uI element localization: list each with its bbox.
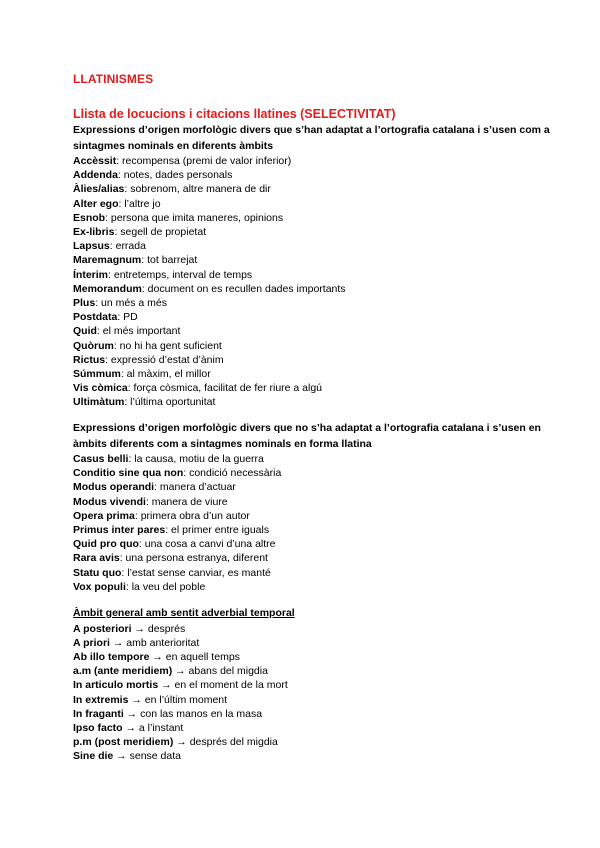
- term-definition: : una persona estranya, diferent: [119, 552, 268, 565]
- section-adapted-expressions: [73, 106, 560, 410]
- term-definition: : notes, dades personals: [117, 169, 233, 182]
- term-definition: : expressió d’estat d’ànim: [105, 353, 224, 366]
- term-definition: : recompensa (premi de valor inferior): [116, 155, 292, 167]
- section-heading: Àmbit general amb sentit adverbial temporal: [73, 607, 295, 619]
- term-definition: : entretemps, interval de temps: [108, 268, 253, 281]
- term-item: [73, 495, 560, 509]
- term-item: [73, 551, 560, 565]
- term-definition: → després: [131, 622, 186, 635]
- term-item: [73, 523, 560, 537]
- term-definition: : el primer entre iguals: [165, 524, 270, 537]
- term-item: [73, 339, 560, 353]
- term-name: Memorandum: [73, 282, 142, 295]
- term-item: [73, 367, 560, 381]
- term-item: [73, 580, 560, 594]
- term-definition: : el més important: [96, 325, 181, 338]
- term-name: Postdata: [73, 311, 118, 324]
- term-definition: → sense data: [113, 750, 181, 763]
- term-name: a.m (ante meridiem): [73, 665, 173, 678]
- term-item: [73, 622, 560, 636]
- term-name: In articulo mortis: [73, 679, 159, 692]
- term-definition: : al màxim, el millor: [120, 368, 211, 381]
- term-item: [73, 324, 560, 338]
- term-item: [73, 211, 560, 225]
- term-name: Alter ego: [73, 197, 119, 210]
- term-name: Addenda: [73, 169, 118, 182]
- term-name: Ínterim: [73, 268, 109, 281]
- term-item: [73, 381, 560, 395]
- term-item: [73, 353, 560, 367]
- term-name: Rara avis: [73, 552, 120, 565]
- term-name: Vis còmica: [73, 382, 128, 395]
- term-name: In extremis: [73, 693, 129, 706]
- term-definition: → amb anterioritat: [109, 636, 200, 649]
- term-item: [73, 749, 560, 763]
- term-name: Lapsus: [73, 240, 110, 253]
- term-item: [73, 664, 560, 678]
- term-definition: : la veu del poble: [125, 580, 206, 593]
- term-name: Esnob: [73, 211, 106, 224]
- term-definition: : errada: [109, 240, 146, 253]
- term-name: Vox populi: [73, 580, 126, 593]
- term-definition: → en aquell temps: [149, 650, 240, 663]
- term-item: [73, 537, 560, 551]
- term-definition: → en el moment de la mort: [158, 679, 288, 692]
- term-definition: → a l’instant: [122, 721, 184, 734]
- term-definition: : segell de propietat: [114, 226, 207, 239]
- term-item: [73, 693, 560, 707]
- term-item: [73, 466, 560, 480]
- term-name: p.m (post meridiem): [73, 736, 174, 749]
- term-name: Maremagnum: [73, 254, 142, 267]
- term-definition: → en l’últim moment: [128, 693, 228, 706]
- term-item: [73, 509, 560, 523]
- term-name: Ab illo tempore: [73, 650, 150, 663]
- term-name: Opera prima: [73, 509, 135, 522]
- term-item: [73, 296, 560, 310]
- term-name: Quòrum: [73, 339, 114, 352]
- term-item: [73, 650, 560, 664]
- term-item: [73, 310, 560, 324]
- term-name: Quid: [73, 325, 97, 338]
- term-name: Conditio sine qua non: [73, 467, 184, 480]
- term-name: A priori: [73, 636, 110, 649]
- term-name: Quid pro quo: [73, 538, 139, 551]
- term-item: [73, 253, 560, 267]
- term-name: Sine die: [73, 750, 114, 763]
- section-subtitle: Llista de locucions i citacions llatines (SELECTIVITAT): [73, 107, 396, 121]
- section-intro: Expressions d’origen morfològic divers que s’han adaptat a l’ortografia catalana i s’usen com a sintagmes nominals en diferents àmbits: [73, 124, 550, 152]
- term-name: A posteriori: [73, 622, 132, 635]
- term-definition: : una cosa a canvi d’una altre: [138, 538, 276, 551]
- term-item: [73, 282, 560, 296]
- section-intro: Expressions d’origen morfològic divers que no s’ha adaptat a l’ortografia catalana i s’usen en àmbits diferents com a sintagmes nominals en forma llatina: [73, 422, 541, 450]
- term-definition: : manera d’actuar: [154, 481, 236, 494]
- term-definition: : tot barrejat: [141, 254, 198, 267]
- term-definition: : manera de viure: [145, 495, 228, 508]
- term-definition: : condició necessària: [183, 467, 282, 480]
- term-definition: : persona que imita maneres, opinions: [105, 211, 284, 224]
- term-item: [73, 239, 560, 253]
- term-definition: : sobrenom, altre manera de dir: [124, 183, 271, 196]
- term-name: Accèssit: [73, 155, 117, 167]
- term-name: Ex-libris: [73, 226, 115, 239]
- term-definition: → abans del migdia: [172, 665, 268, 678]
- term-definition: → després del migdia: [173, 736, 278, 749]
- term-name: Plus: [73, 297, 96, 310]
- term-item: [73, 707, 560, 721]
- term-definition: → con las manos en la masa: [123, 707, 263, 720]
- term-item: [73, 225, 560, 239]
- term-item: [73, 735, 560, 749]
- term-item: [73, 154, 560, 168]
- term-item: [73, 182, 560, 196]
- term-name: Àlies/alias: [73, 183, 125, 196]
- term-item: [73, 566, 560, 580]
- term-list: [73, 622, 560, 764]
- term-item: [73, 480, 560, 494]
- term-name: In fraganti: [73, 707, 124, 720]
- term-item: [73, 636, 560, 650]
- term-definition: : l’estat sense canviar, es manté: [121, 566, 271, 579]
- term-list: [73, 452, 560, 594]
- term-name: Primus inter pares: [73, 524, 166, 537]
- term-name: Súmmum: [73, 368, 121, 381]
- term-definition: : l’altre jo: [118, 197, 161, 210]
- term-item: [73, 721, 560, 735]
- term-item: [73, 168, 560, 182]
- term-list: [73, 154, 560, 410]
- term-item: [73, 678, 560, 692]
- term-definition: : no hi ha gent suficient: [113, 339, 222, 352]
- term-name: Rictus: [73, 353, 106, 366]
- term-name: Modus vivendi: [73, 495, 146, 508]
- term-definition: : la causa, motiu de la guerra: [128, 453, 264, 465]
- term-item: [73, 395, 560, 409]
- section-latin-form-expressions: [73, 421, 560, 594]
- term-name: Ipso facto: [73, 721, 123, 734]
- term-definition: : un més a més: [95, 297, 167, 310]
- term-definition: : document on es recullen dades importants: [141, 282, 346, 295]
- term-item: [73, 268, 560, 282]
- term-definition: : primera obra d’un autor: [134, 509, 250, 522]
- page-title: LLATINISMES: [73, 72, 154, 86]
- term-name: Modus operandi: [73, 481, 155, 494]
- term-name: Ultimàtum: [73, 396, 125, 409]
- term-definition: : PD: [117, 311, 138, 324]
- term-definition: : força còsmica, facilitat de fer riure a algú: [127, 382, 323, 395]
- term-item: [73, 452, 560, 466]
- term-name: Statu quo: [73, 566, 122, 579]
- term-name: Casus belli: [73, 453, 129, 465]
- term-definition: : l’última oportunitat: [124, 396, 216, 409]
- term-item: [73, 197, 560, 211]
- section-adverbial-temporal: [73, 606, 560, 764]
